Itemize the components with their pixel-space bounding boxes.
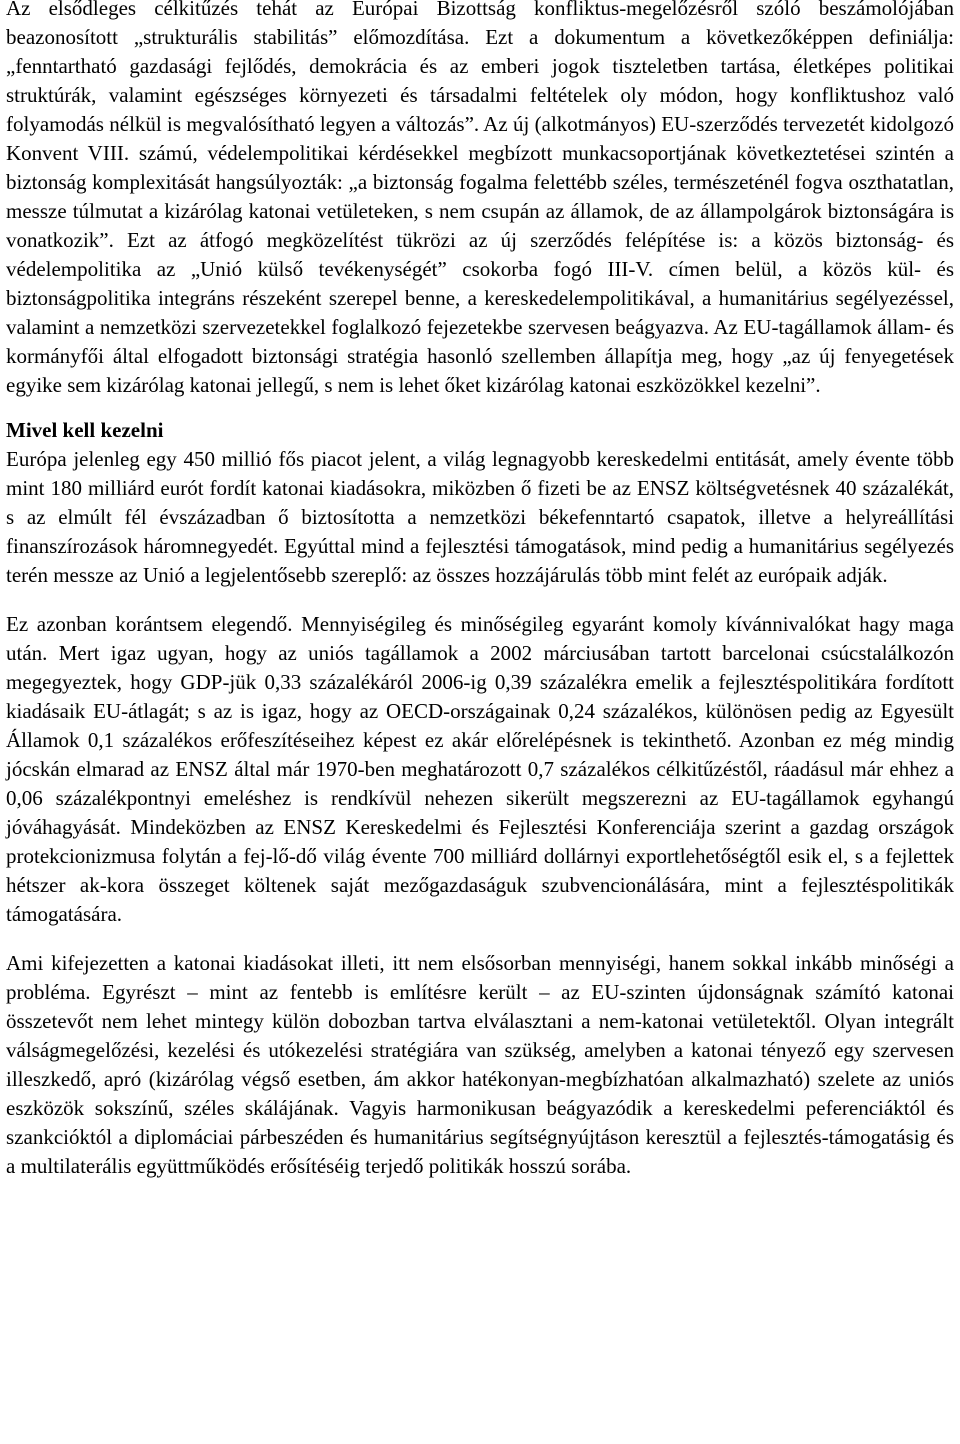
- document-page: [6, 0, 954, 1181]
- paragraph-europe-market: Európa jelenleg egy 450 millió fős piacot jelent, a világ legnagyobb kereskedelmi entitását, amely évente több mint 180 milliárd eurót fordít katonai kiadásokra, miközben ő fizeti be az ENSZ költségvetésnek 40 százalékát, s az elmúlt fél évszázadban ő biztosította a nemzetközi békefenntartó csapatok, illetve a helyreállítási finanszírozások háromnegyedét. Egyúttal mind a fejlesztési támogatások, mind pedig a humanitárius segélyezés terén messze az Unió a legjelentősebb szereplő: az összes hozzájárulás több mint felét az európaik adják.: [6, 447, 954, 587]
- paragraph-military-spending: Ami kifejezetten a katonai kiadásokat illeti, itt nem elsősorban mennyiségi, hanem sokkal inkább minőségi a probléma. Egyrészt – mint az fentebb is említésre került – az EU-szinten újdonságnak számító katonai összetevőt nem lehet mintegy külön dobozban tartva elválasztani a nem-katonai vetületektől. Olyan integrált válságmegelőzési, kezelési és utókezelési stratégiára van szükség, amelyben a katonai tényező egy szervesen illeszkedő, apró (kizárólag végső esetben, ám akkor hatékonyan-megbízhatóan alkalmazható) szelete az uniós eszközök sokszínű, széles skálájának. Vagyis harmonikusan beágyazódik a kereskedelmi peferenciáktól és szankcióktól a diplomáciai párbeszéden és humanitárius segítségnyújtáson keresztül a fejlesztés-támogatásig és a multilaterális együttműködés erősítéséig terjedő politikák hosszú sorába.: [6, 951, 954, 1178]
- paragraph-intro: Az elsődleges célkitűzés tehát az Európai Bizottság konfliktus-megelőzésről szóló beszámolójában beazonosított „strukturális stabilitás” előmozdítása. Ezt a dokumentum a következőképpen definiálja: „fenntartható gazdasági fejlődés, demokrácia és az emberi jogok tiszteletben tartása, életképes politikai struktúrák, valamint egészséges környezeti és társadalmi feltételek oly módon, hogy konfliktushoz való folyamodás nélkül is megvalósítható legyen a változás”. Az új (alkotmányos) EU-szerződés tervezetét kidolgozó Konvent VIII. számú, védelempolitikai kérdésekkel megbízott munkacsoportjának következtetései szintén a biztonság komplexitását hangsúlyozták: „a biztonság fogalma felettébb széles, természeténél fogva oszthatatlan, messze túlmutat a kizárólag katonai vetületeken, s nem csupán az államok, de az állampolgárok biztonságára is vonatkozik”. Ezt az átfogó megközelítést tükrözi az új szerződés felépítése is: a közös biztonság- és védelempolitika az „Unió külső tevékenységét” csokorba fogó III-V. címen belül, a közös kül- és biztonságpolitika integráns részeként szerepel benne, a kereskedelempolitikával, a humanitárius segélyezéssel, valamint a nemzetközi szervezetekkel foglalkozó fejezetekbe szervesen beágyazva. Az EU-tagállamok állam- és kormányfői által elfogadott biztonsági stratégia hasonló szellemben állapítja meg, hogy „az új fenyegetések egyike sem kizárólag katonai jellegű, s nem is lehet őket kizárólag katonai eszközökkel kezelni”.: [6, 0, 954, 397]
- section-heading: Mivel kell kezelni: [6, 418, 164, 442]
- paragraph-not-enough: Ez azonban korántsem elegendő. Mennyiségileg és minőségileg egyaránt komoly kívánnivalókat hagy maga után. Mert igaz ugyan, hogy az uniós tagállamok a 2002 márciusában tartott barcelonai csúcstalálkozón megegyeztek, hogy GDP-jük 0,33 százalékáról 2006-ig 0,39 százalékra emelik a fejlesztéspolitikára fordított kiadásaik EU-átlagát; s az is igaz, hogy az OECD-országainak 0,24 százalékos, különösen pedig az Egyesült Államok 0,1 százalékos erőfeszítéseihez képest ez akár előrelépésnek is tekinthető. Azonban ez még mindig jócskán elmarad az ENSZ által már 1970-ben meghatározott 0,7 százalékos célkitűzéstől, ráadásul már ehhez a 0,06 százalékpontnyi emeléshez is rendkívül nehezen sikerült megszerezni az EU-tagállamok egyhangú jóváhagyását. Mindeközben az ENSZ Kereskedelmi és Fejlesztési Konferenciája szerint a gazdag országok protekcionizmusa folytán a fej-lő-dő világ évente 700 milliárd dollárnyi exportlehetőségtől esik el, s a fejlettek hétszer ak-kora összeget költenek saját mezőgazdaságuk szubvencionálására, mint a fejlesztéspolitikák támogatására.: [6, 612, 954, 926]
